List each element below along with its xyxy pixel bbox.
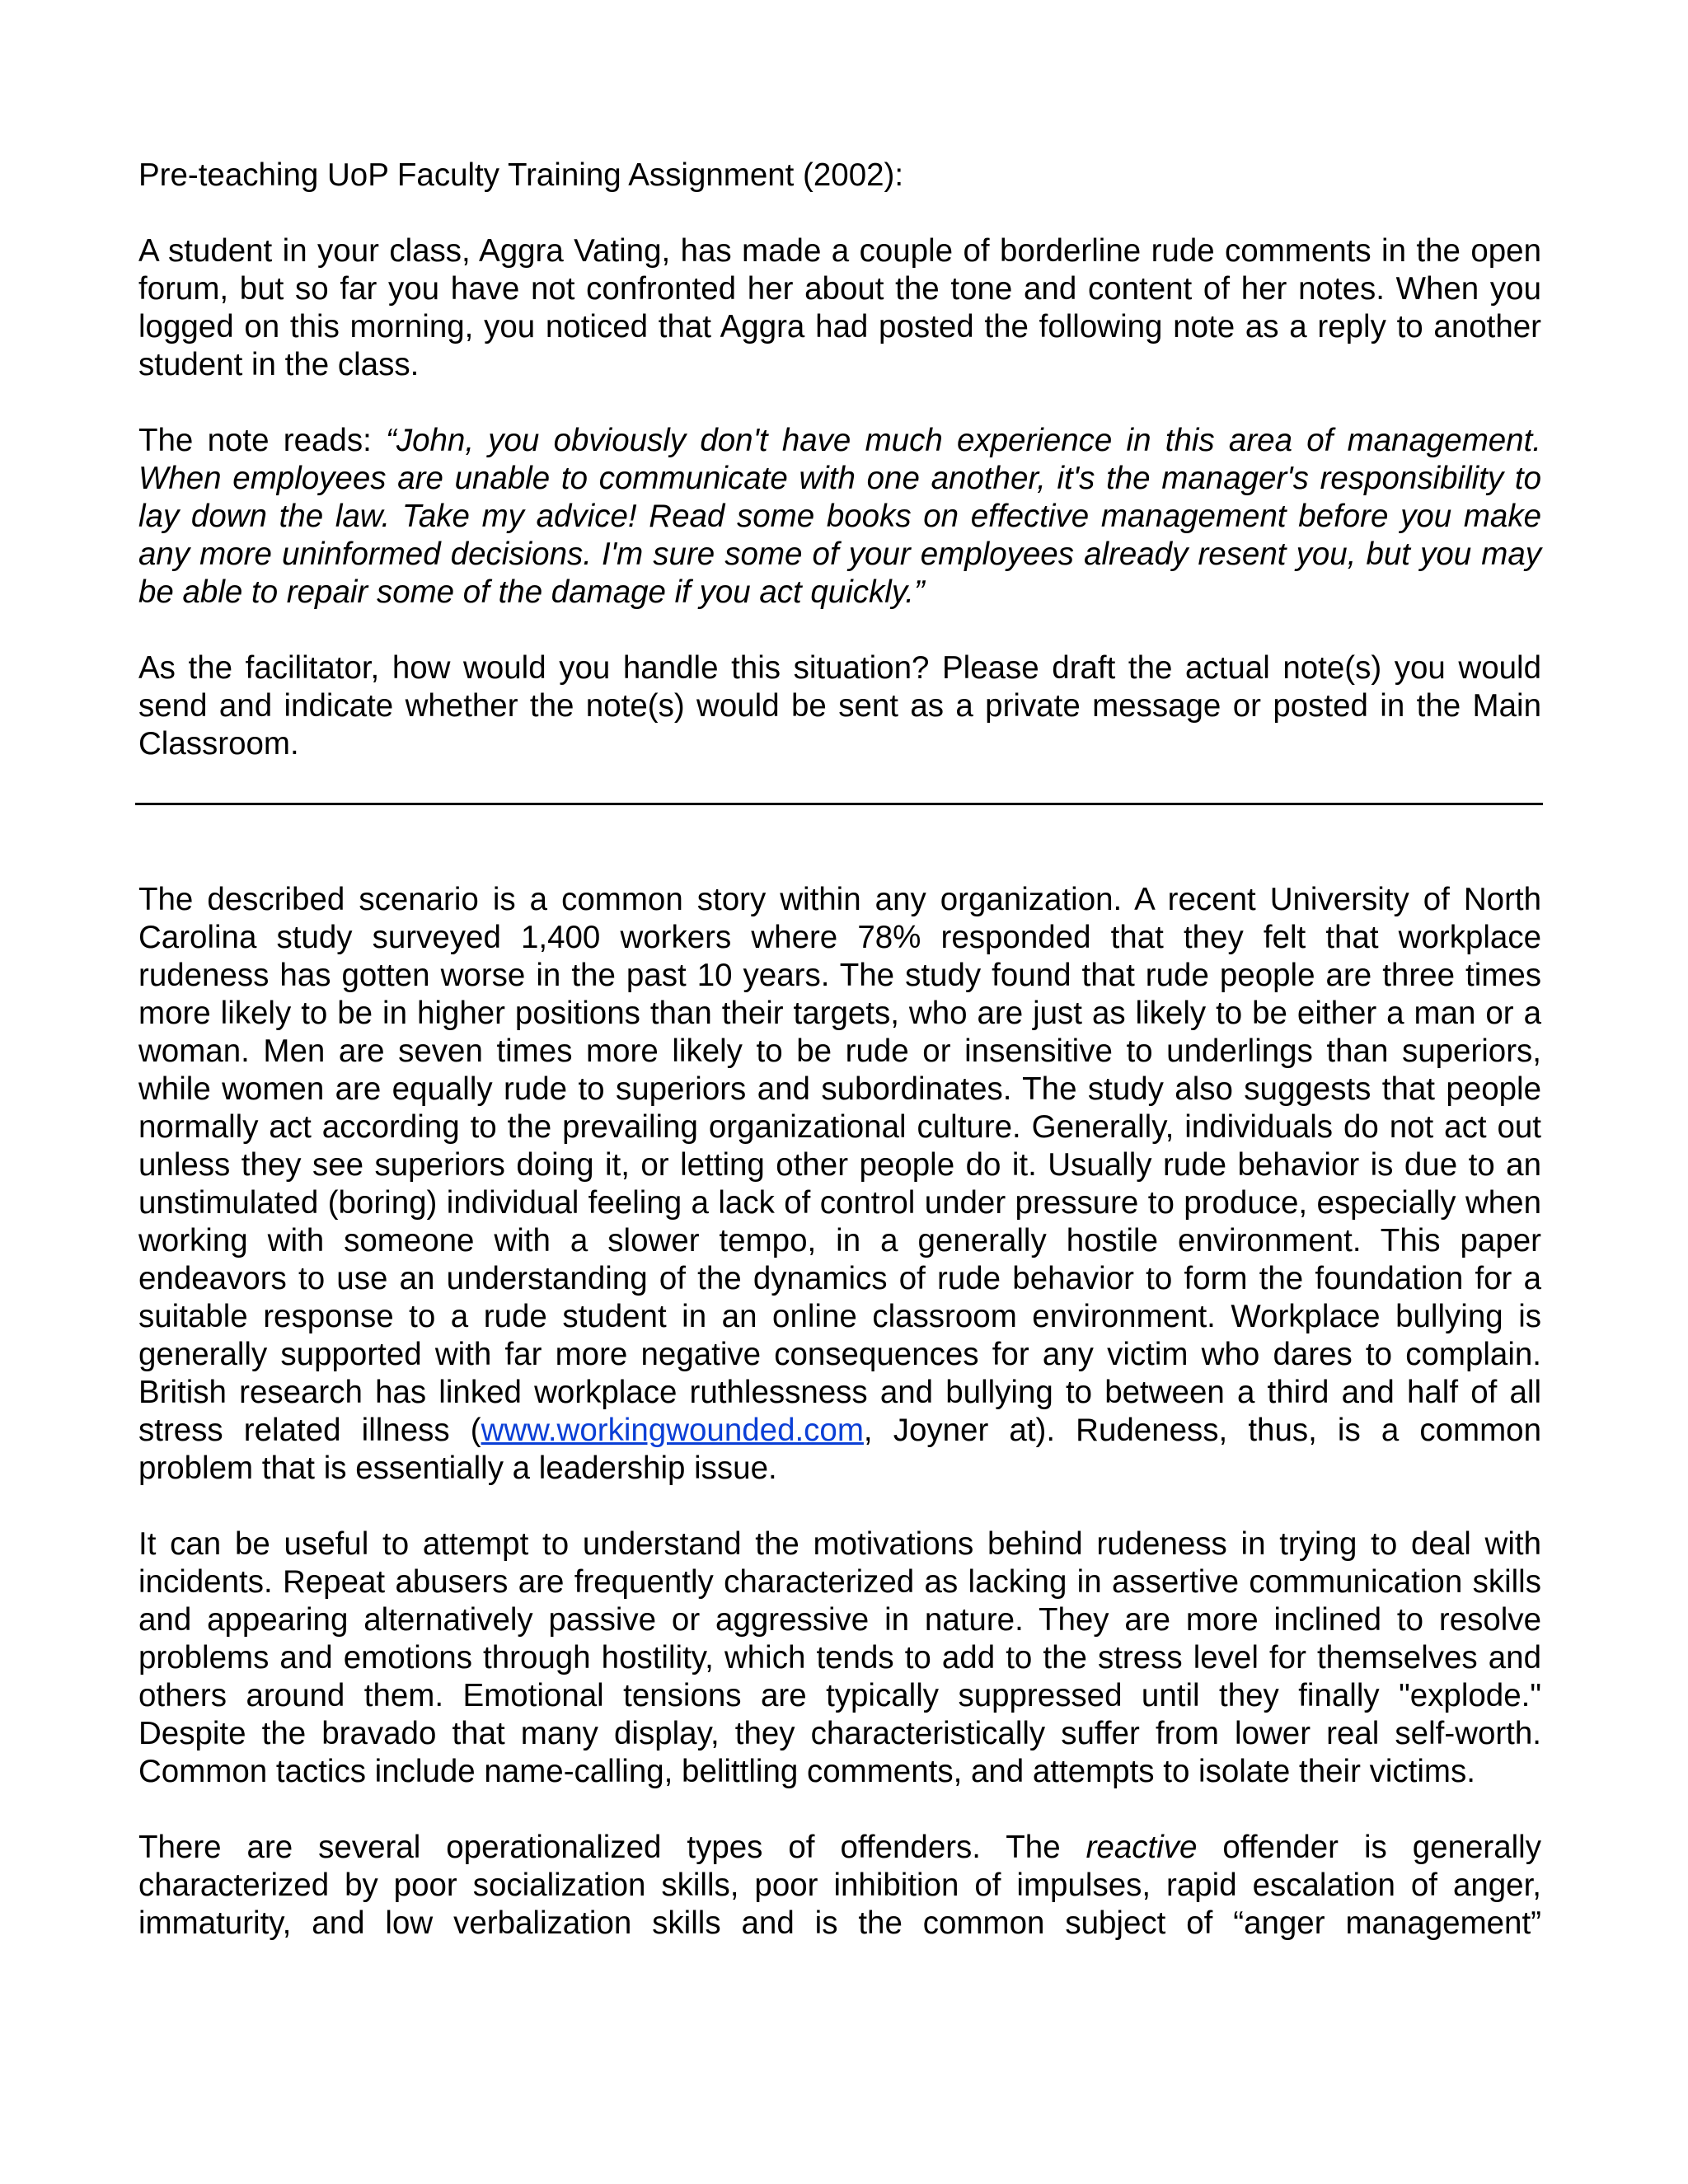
note-intro: The note reads: bbox=[138, 423, 387, 458]
essay-paragraph-1 bbox=[138, 881, 1541, 1488]
question-paragraph: As the facilitator, how would you handle this situation? Please draft the actual note(s) you would send and indicate whether the note(s) would be sent as a private message or posted in the Main Classroom. bbox=[138, 650, 1541, 762]
note-quote: “John, you obviously don't have much experience in this area of management. When employees are unable to communicate with one another, it's the manager's responsibility to lay down the law. Take my advice! Read some books on effective management before you make any more uninformed decisions. I'm sure some of your employees already resent you, but you may be able to repair some of the damage if you act quickly.” bbox=[138, 423, 1541, 610]
essay-p1-text: The described scenario is a common story within any organization. A recent University of North Carolina study surveyed 1,400 workers where 78% responded that they felt that workplace rudeness has gotten worse in the past 10 years. The study found that rude people are three times more likely to be in higher positions than their targets, who are just as likely to be either a man or a woman. Men are seven times more likely to be rude or insensitive to underlings than superiors, while women are equally rude to superiors and subordinates. The study also suggests that people normally act according to the prevailing organizational culture. Generally, individuals do not act out unless they see superiors doing it, or letting other people do it. Usually rude behavior is due to an unstimulated (boring) individual feeling a lack of control under pressure to produce, especially when working with someone with a slower tempo, in a generally hostile environment. This paper endeavors to use an understanding of the dynamics of rude behavior to form the foundation for a suitable response to a rude student in an online classroom environment. Workplace bullying is generally supported with far more negative consequences for any victim who dares to complain. British research has linked workplace ruthlessness and bullying to between a third and half of all stress related illness ( bbox=[138, 882, 1541, 1448]
essay-p3-tail: offender is generally characterized by poor socialization skills, poor inhibition of impulses, rapid escalation of anger, immaturity, and low verbalization skills and is the common subject of “anger management” bbox=[138, 1830, 1541, 1941]
workingwounded-link[interactable]: www.workingwounded.com bbox=[481, 1413, 864, 1448]
reactive-term: reactive bbox=[1085, 1830, 1198, 1865]
essay-p1-tail: , Joyner at). Rudeness, thus, is a common problem that is essentially a leadership issue. bbox=[138, 1413, 1541, 1486]
essay-p3-text: There are several operationalized types of offenders. The bbox=[138, 1830, 1086, 1865]
assignment-heading: Pre-teaching UoP Faculty Training Assignment (2002): bbox=[138, 157, 904, 193]
essay-paragraph-2: It can be useful to attempt to understand the motivations behind rudeness in trying to deal with incidents. Repeat abusers are frequently characterized as lacking in assertive communication skills and appearing alternatively passive or aggressive in nature. They are more inclined to resolve problems and emotions through hostility, which tends to add to the stress level for themselves and others around them. Emotional tensions are typically suppressed until they finally "explode." Despite the bravado that many display, they characteristically suffer from lower real self-worth. Common tactics include name-calling, belittling comments, and attempts to isolate their victims. bbox=[138, 1526, 1541, 1789]
essay-paragraph-3 bbox=[138, 1829, 1541, 1943]
section-divider bbox=[135, 803, 1543, 805]
note-paragraph bbox=[138, 422, 1541, 612]
scenario-paragraph: A student in your class, Aggra Vating, has made a couple of borderline rude comments in the open forum, but so far you have not confronted her about the tone and content of her notes. When you logged on this morning, you noticed that Aggra had posted the following note as a reply to another student in the class. bbox=[138, 233, 1541, 382]
assignment-section bbox=[138, 157, 1541, 763]
essay-section bbox=[138, 881, 1541, 1943]
